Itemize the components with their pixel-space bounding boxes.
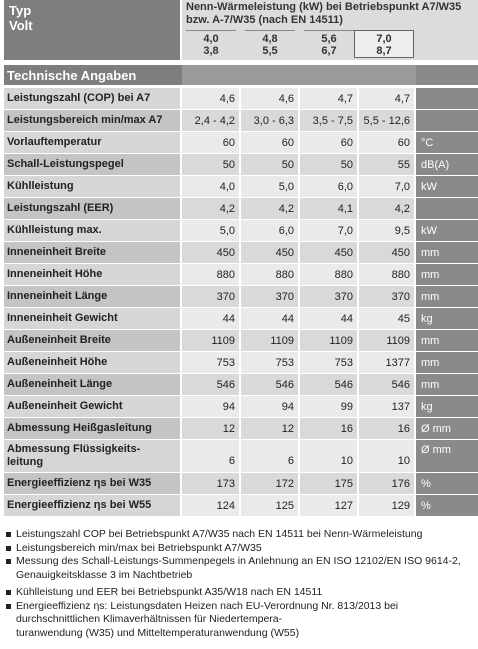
table-row [0,308,478,329]
unit-cell: mm [416,352,478,373]
type-header-label: Typ [9,3,32,18]
value-cell: 173 [182,473,239,494]
model-column-header [354,30,414,58]
row-label: Inneneinheit Höhe [4,264,180,285]
unit-cell: mm [416,374,478,395]
footnote-item [4,600,474,641]
value-cell: 16 [300,418,357,439]
value-cell: 2,4 - 4,2 [182,110,239,131]
table-row [0,110,478,131]
bullet-icon [6,604,11,609]
table-row [0,176,478,197]
value-cell: 370 [359,286,414,307]
value-cell: 50 [300,154,357,175]
value-cell: 370 [182,286,239,307]
value-cell: 50 [182,154,239,175]
value-cell: 4,1 [300,198,357,219]
bullet-icon [6,532,11,537]
value-cell: 4,2 [182,198,239,219]
value-cell: 1109 [300,330,357,351]
table-row [0,352,478,373]
table-row [0,396,478,417]
table-row [0,286,478,307]
footnote-item [4,528,474,542]
unit-cell: Ø mm [416,418,478,439]
value-cell: 546 [182,374,239,395]
model-column-header [245,30,295,58]
model-column-top: 4,8 [262,33,278,45]
value-cell: 450 [300,242,357,263]
unit-cell: °C [416,132,478,153]
footnote-item [4,555,474,582]
value-cell: 127 [300,495,357,516]
row-label: Außeneinheit Höhe [4,352,180,373]
value-cell: 880 [241,264,298,285]
unit-cell: mm [416,286,478,307]
row-label: Vorlauftemperatur [4,132,180,153]
table-row [0,418,478,439]
value-cell: 125 [241,495,298,516]
bullet-icon [6,590,11,595]
value-cell: 3,0 - 6,3 [241,110,298,131]
model-column-bottom: 8,7 [376,45,392,57]
value-cell: 546 [359,374,414,395]
footnotes [4,528,474,640]
value-cell: 175 [300,473,357,494]
value-cell: 880 [182,264,239,285]
value-cell: 1109 [359,330,414,351]
table-row [0,495,478,516]
value-cell: 450 [182,242,239,263]
value-cell: 546 [300,374,357,395]
value-cell: 4,7 [359,88,414,109]
row-label: Leistungsbereich min/max A7 [4,110,180,131]
value-cell: 44 [300,308,357,329]
footnote-text: Energieeffizienz ηs: Leistungsdaten Heizen nach EU-Verordnung Nr. 813/2013 bei durchschnittlichen Klimaverhältnissen für Niedertempera- turanwendung (W35) und Mitteltemperaturanwendung (W55) [16,599,399,639]
row-label: Kühlleistung max. [4,220,180,241]
table-row [0,242,478,263]
model-column-top: 7,0 [376,33,392,45]
section-title-unit-fill [416,65,478,85]
value-cell: 176 [359,473,414,494]
value-cell: 60 [182,132,239,153]
model-column-top: 5,6 [321,33,337,45]
unit-cell: kg [416,396,478,417]
table-row [0,154,478,175]
value-cell: 44 [241,308,298,329]
unit-cell: kW [416,176,478,197]
value-cell: 7,0 [300,220,357,241]
unit-cell: mm [416,264,478,285]
bullet-icon [6,546,11,551]
value-cell: 1109 [182,330,239,351]
row-label: Inneneinheit Länge [4,286,180,307]
value-cell: 5,5 - 12,6 [359,110,414,131]
value-cell: 3,5 - 7,5 [300,110,357,131]
unit-cell: kW [416,220,478,241]
bullet-icon [6,559,11,564]
unit-cell: % [416,473,478,494]
row-label: Inneneinheit Breite [4,242,180,263]
row-label: Leistungszahl (EER) [4,198,180,219]
row-label: Energieeffizienz ηs bei W55 [4,495,180,516]
value-cell: 6 [182,440,239,472]
row-label: Außeneinheit Gewicht [4,396,180,417]
value-cell: 10 [300,440,357,472]
row-label: Energieeffizienz ηs bei W35 [4,473,180,494]
footnote-text: Messung des Schall-Leistungs-Summenpegels in Anlehnung an EN ISO 12102/EN ISO 9614-2, Genauigkeitsklasse 3 im Nachtbetrieb [16,555,461,581]
value-cell: 50 [241,154,298,175]
value-cell: 129 [359,495,414,516]
table-row [0,473,478,494]
model-column-header [304,30,354,58]
power-header-title-line1: Nenn-Wärmeleistung (kW) bei Betriebspunkt A7/W35 [186,1,462,13]
value-cell: 450 [359,242,414,263]
table-row [0,330,478,351]
model-column-top: 4,0 [203,33,219,45]
table-row [0,198,478,219]
row-label: Kühlleistung [4,176,180,197]
unit-cell: Ø mm [416,440,478,472]
value-cell: 4,2 [359,198,414,219]
value-cell: 137 [359,396,414,417]
value-cell: 45 [359,308,414,329]
table-row [0,220,478,241]
value-cell: 16 [359,418,414,439]
footnote-text: Kühlleistung und EER bei Betriebspunkt A35/W18 nach EN 14511 [16,586,323,598]
value-cell: 753 [300,352,357,373]
value-cell: 5,0 [182,220,239,241]
unit-cell: dB(A) [416,154,478,175]
table-row [0,440,478,472]
model-column-bottom: 6,7 [321,45,337,57]
value-cell: 44 [182,308,239,329]
value-cell: 60 [241,132,298,153]
value-cell: 172 [241,473,298,494]
value-cell: 1109 [241,330,298,351]
value-cell: 6 [241,440,298,472]
value-cell: 55 [359,154,414,175]
unit-cell [416,198,478,219]
footnote-item [4,542,474,556]
unit-cell: mm [416,330,478,351]
row-label: Schall-Leistungspegel [4,154,180,175]
row-label: Abmessung Flüssigkeits- leitung [4,440,180,472]
value-cell: 10 [359,440,414,472]
model-column-bottom: 5,5 [262,45,278,57]
value-cell: 5,0 [241,176,298,197]
value-cell: 9,5 [359,220,414,241]
value-cell: 4,7 [300,88,357,109]
footnote-text: Leistungszahl COP bei Betriebspunkt A7/W35 nach EN 14511 bei Nenn-Wärmeleistung [16,528,423,540]
model-column-header [186,30,236,58]
value-cell: 60 [300,132,357,153]
volt-header-label: Volt [9,18,33,33]
row-label: Inneneinheit Gewicht [4,308,180,329]
value-cell: 880 [300,264,357,285]
unit-cell: kg [416,308,478,329]
row-label: Außeneinheit Breite [4,330,180,351]
power-header-title [186,1,476,27]
section-title: Technische Angaben [4,65,416,85]
table-row [0,264,478,285]
row-label: Außeneinheit Länge [4,374,180,395]
unit-cell: % [416,495,478,516]
value-cell: 1377 [359,352,414,373]
value-cell: 124 [182,495,239,516]
power-header-title-line2: bzw. A-7/W35 (nach EN 14511) [186,14,343,26]
value-cell: 4,2 [241,198,298,219]
value-cell: 370 [241,286,298,307]
footnote-text: Leistungsbereich min/max bei Betriebspunkt A7/W35 [16,541,262,554]
value-cell: 753 [241,352,298,373]
value-cell: 4,6 [182,88,239,109]
unit-cell [416,110,478,131]
value-cell: 450 [241,242,298,263]
value-cell: 94 [182,396,239,417]
section-title-fill [182,65,416,85]
table-row [0,88,478,109]
value-cell: 6,0 [241,220,298,241]
value-cell: 753 [182,352,239,373]
row-label: Abmessung Heißgasleitung [4,418,180,439]
value-cell: 370 [300,286,357,307]
value-cell: 880 [359,264,414,285]
model-column-bottom: 3,8 [203,45,219,57]
power-header [182,0,478,60]
table-row [0,374,478,395]
value-cell: 60 [359,132,414,153]
value-cell: 7,0 [359,176,414,197]
value-cell: 99 [300,396,357,417]
footnote-item [4,586,474,600]
value-cell: 12 [241,418,298,439]
unit-cell: mm [416,242,478,263]
value-cell: 6,0 [300,176,357,197]
unit-cell [416,88,478,109]
table-row [0,132,478,153]
value-cell: 4,6 [241,88,298,109]
value-cell: 12 [182,418,239,439]
value-cell: 94 [241,396,298,417]
row-label: Leistungszahl (COP) bei A7 [4,88,180,109]
value-cell: 4,0 [182,176,239,197]
type-volt-header [4,0,180,60]
value-cell: 546 [241,374,298,395]
